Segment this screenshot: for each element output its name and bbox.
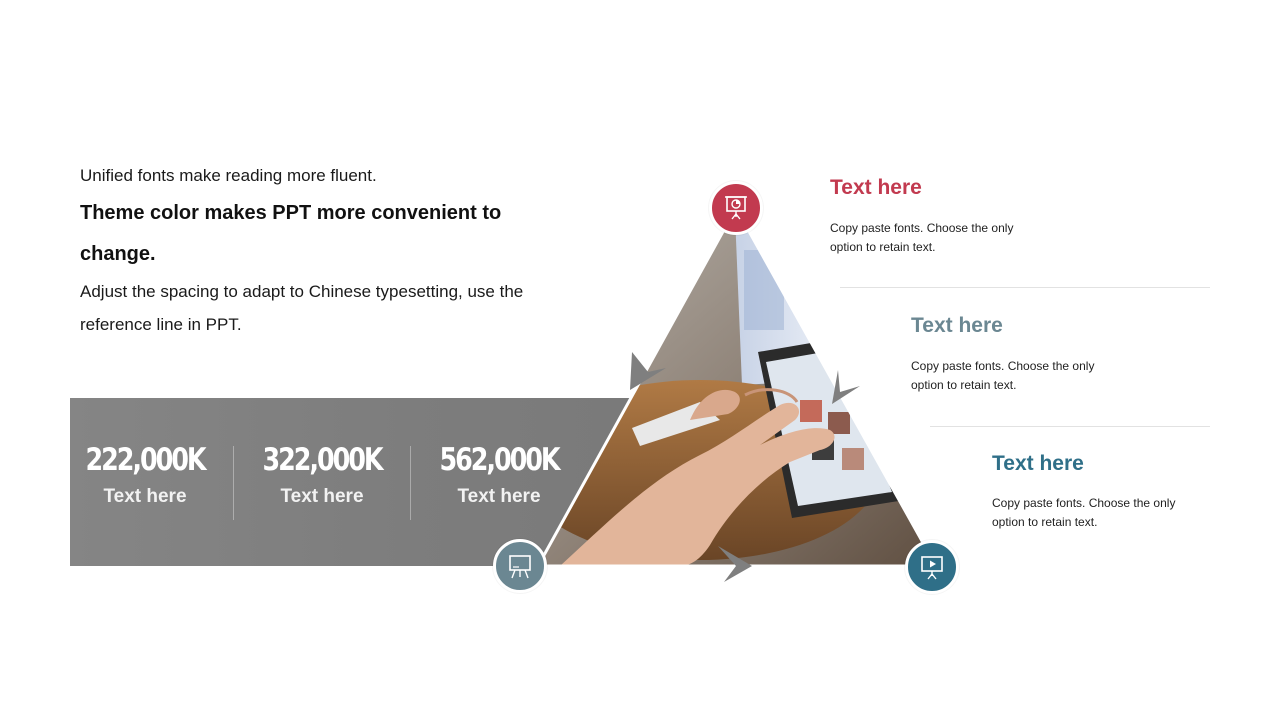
point-3-desc: Copy paste fonts. Choose the only option to retain text. xyxy=(992,496,1176,529)
stat-value: 222,000K xyxy=(85,442,205,478)
point-2-title: Text here xyxy=(911,314,1003,337)
separator-line xyxy=(840,287,1210,288)
stat-value: 322,000K xyxy=(262,442,382,478)
video-screen-icon xyxy=(905,540,959,594)
presentation-chart-icon xyxy=(709,181,763,235)
stat-label: Text here xyxy=(457,486,541,507)
intro-text-line-3: Adjust the spacing to adapt to Chinese typesetting, use the xyxy=(80,282,524,301)
intro-text-line-4: reference line in PPT. xyxy=(80,315,242,334)
easel-board-icon xyxy=(493,539,547,593)
intro-heading-line-2: change. xyxy=(80,243,156,265)
stat-label: Text here xyxy=(103,486,187,507)
stat-label: Text here xyxy=(280,486,364,507)
point-2-desc: Copy paste fonts. Choose the only option to retain text. xyxy=(911,359,1095,392)
separator-line xyxy=(930,426,1210,427)
arrow-marker-right xyxy=(832,370,860,404)
tablet-photo xyxy=(520,200,960,580)
point-1-desc: Copy paste fonts. Choose the only option to retain text. xyxy=(830,221,1014,254)
point-1-title: Text here xyxy=(830,176,922,199)
intro-text-line-1: Unified fonts make reading more fluent. xyxy=(80,166,377,185)
intro-heading-line-1: Theme color makes PPT more convenient to xyxy=(80,202,502,224)
point-3-title: Text here xyxy=(992,452,1084,475)
stat-value: 562,000K xyxy=(439,442,559,478)
